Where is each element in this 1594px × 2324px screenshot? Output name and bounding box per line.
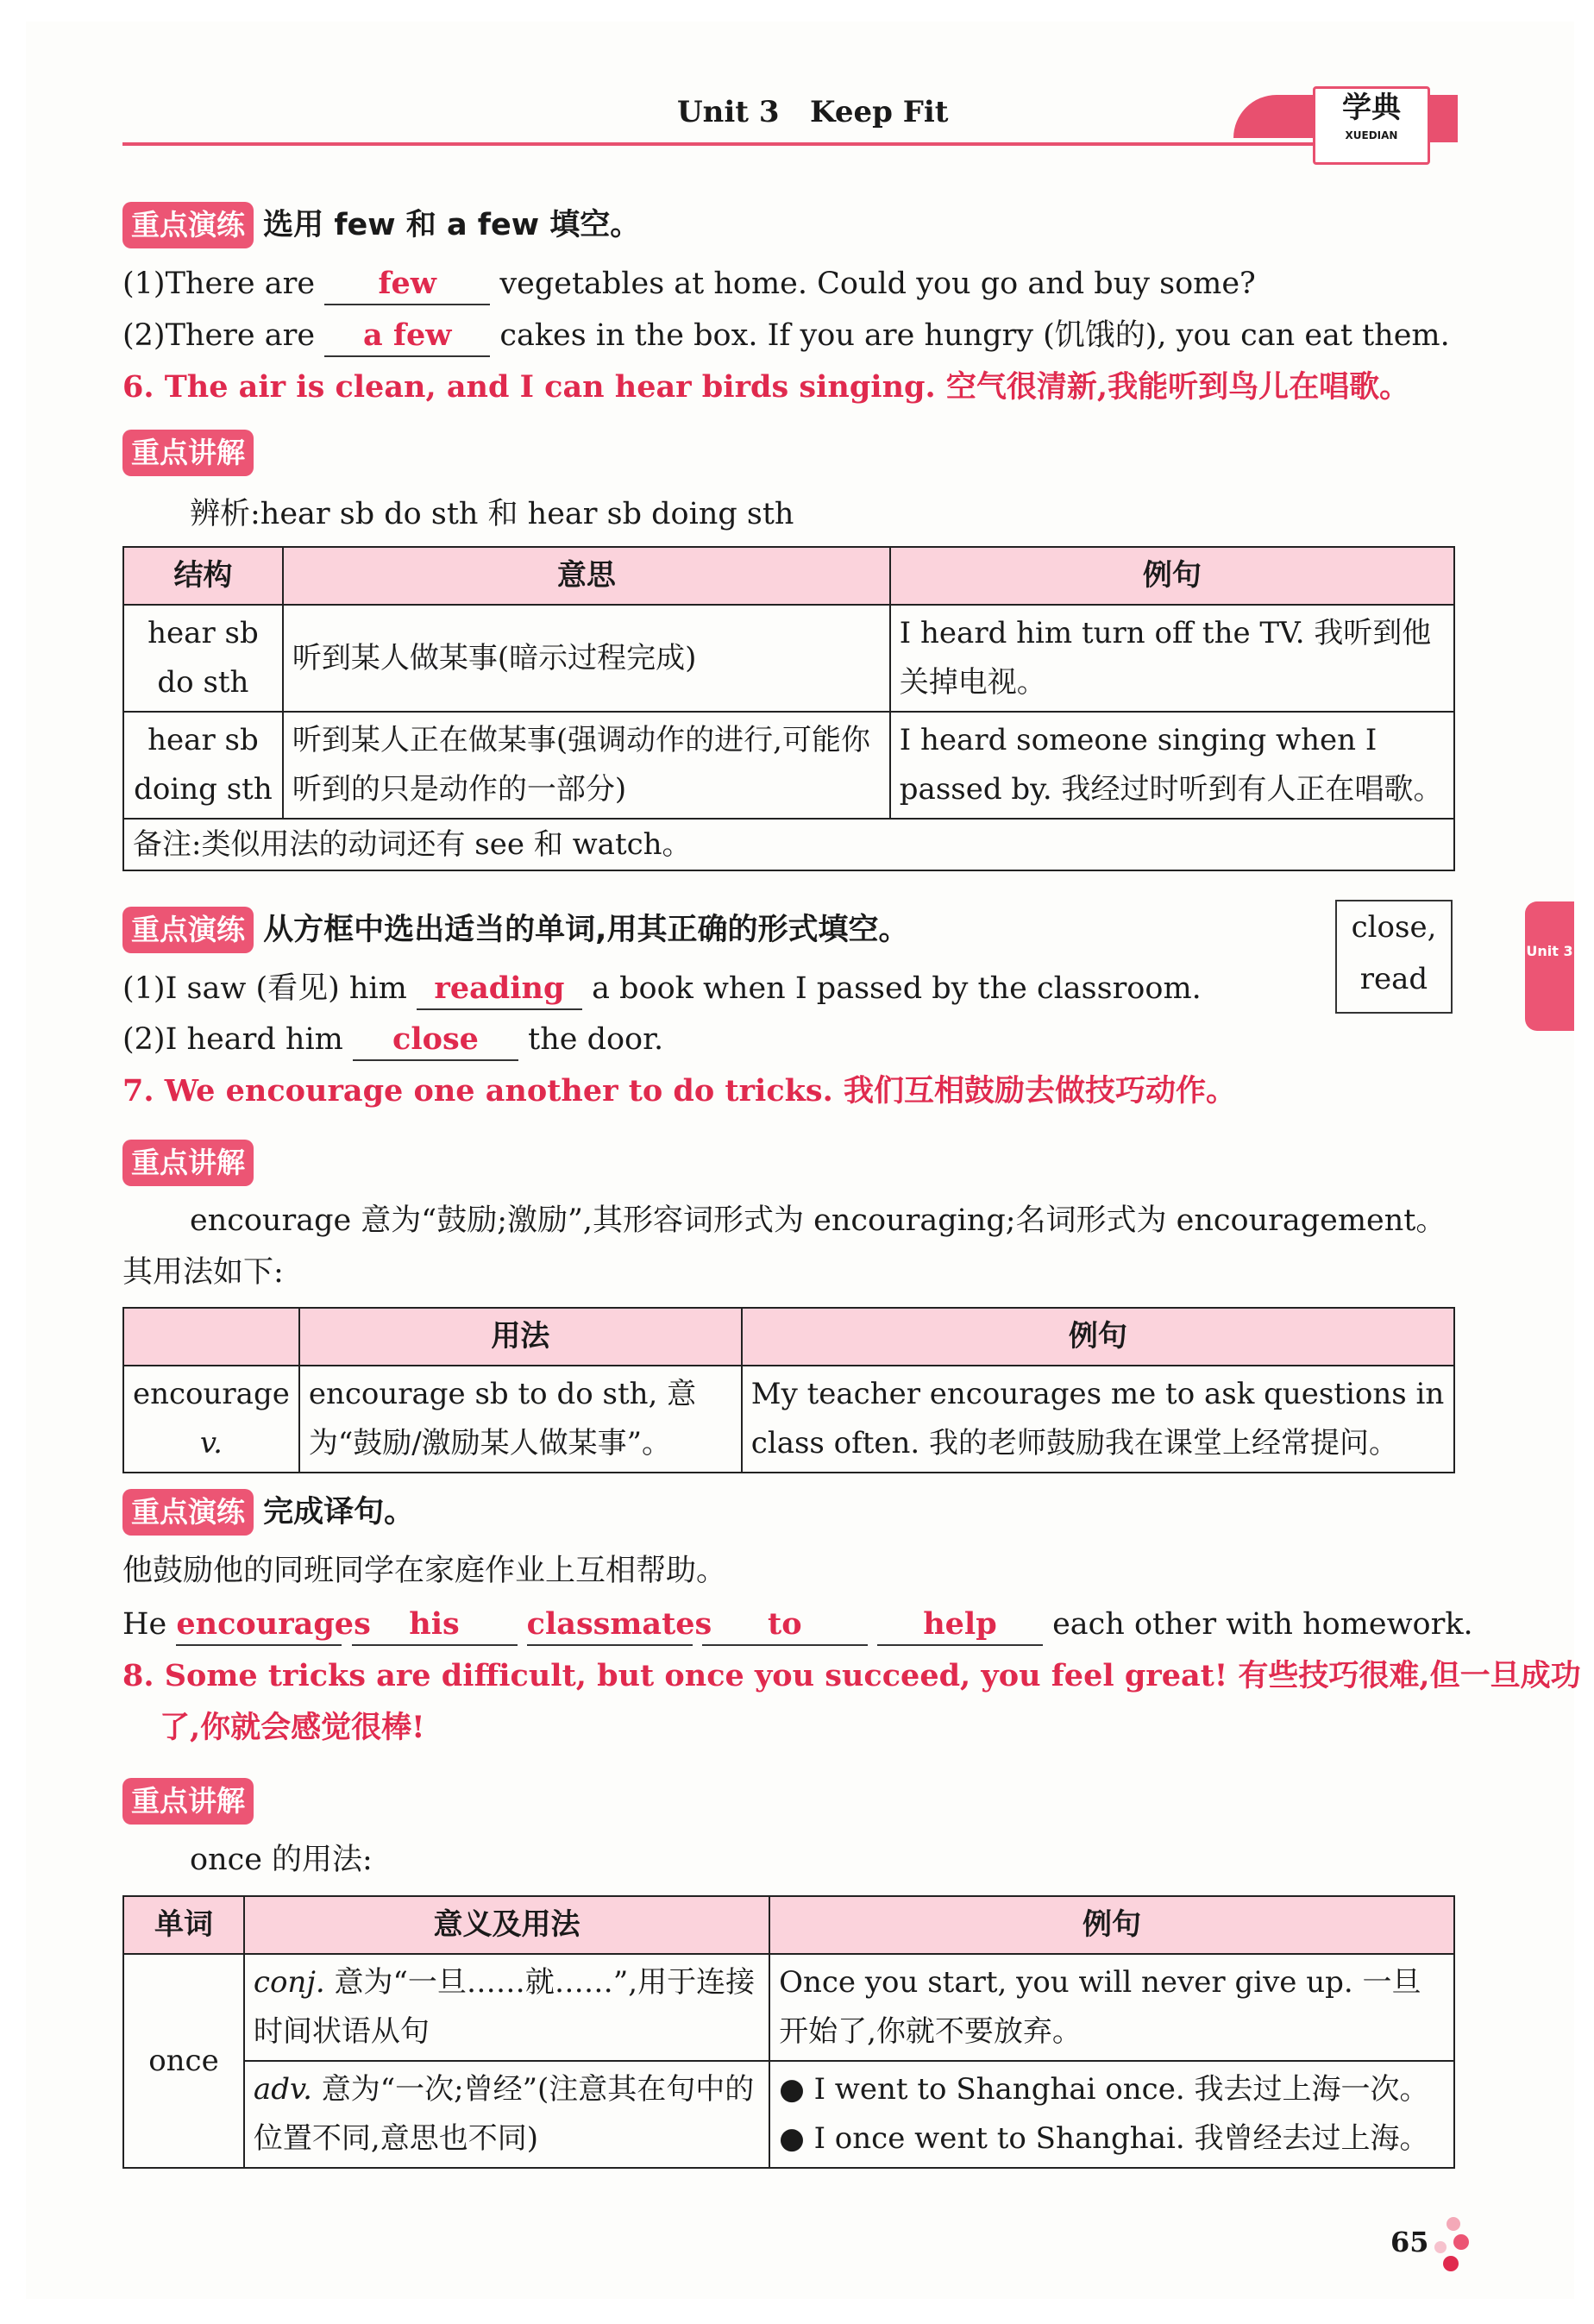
section-1-title (122, 201, 640, 249)
explanation-tag: 重点讲解 (122, 1140, 254, 1186)
section-2-intro: 辨析:hear sb do sth 和 hear sb doing sth (190, 497, 794, 531)
col-meaning: 意思 (283, 547, 890, 605)
example-cell: My teacher encourages me to ask questions in class often. 我的老师鼓励我在课堂上经常提问。 (742, 1366, 1454, 1473)
s1-q1-prefix: (1)There are (122, 267, 316, 301)
header-unit: Unit 3 (677, 95, 780, 129)
col-meaning-usage: 意义及用法 (244, 1896, 769, 1954)
word-cell: encourage v. (123, 1366, 299, 1473)
usage-cell: conj. 意为“一旦……就……”,用于连接时间状语从句 (244, 1954, 769, 2061)
once-table (122, 1895, 1455, 2169)
section-6-tag (122, 1777, 254, 1825)
s3-q1-answer[interactable]: reading (417, 969, 582, 1010)
s5-answer-2[interactable]: his (352, 1605, 518, 1646)
brand-cn: 学典 (1342, 91, 1401, 125)
col-example: 例句 (890, 547, 1454, 605)
col-blank (123, 1308, 299, 1366)
brand-en: XUEDIAN (1345, 129, 1398, 141)
s5-suffix: each other with homework. (1052, 1607, 1473, 1642)
structure-cell: hear sb doing sth (123, 712, 283, 819)
page (26, 22, 1581, 2299)
bullet-example: ● I went to Shanghai once. 我去过上海一次。 (779, 2072, 1429, 2107)
example-cell: Once you start, you will never give up. 一旦开始了,你就不要放弃。 (769, 1954, 1454, 2061)
note-cell: 备注:类似用法的动词还有 see 和 watch。 (123, 819, 1454, 870)
table-header-row (123, 1308, 1454, 1366)
s5-answer-1[interactable]: encourages (176, 1605, 342, 1646)
s1-q2-answer[interactable]: a few (324, 316, 490, 357)
brand-bar (1428, 95, 1458, 142)
col-structure: 结构 (123, 547, 283, 605)
section-2-tag (122, 429, 254, 477)
example-cell: I heard him turn off the TV. 我听到他关掉电视。 (890, 605, 1454, 712)
table-row (123, 1954, 1454, 2061)
unit-side-tab[interactable] (1525, 901, 1574, 1031)
s3-q1-suffix: a book when I passed by the classroom. (592, 971, 1202, 1006)
s3-q2-answer[interactable]: close (353, 1020, 518, 1061)
page-number-dots (1428, 2217, 1479, 2277)
section-4-intro-1: encourage 意为“鼓励;激励”,其形容词形式为 encouraging;名词形式为 encouragement。 (190, 1203, 1447, 1238)
practice-tag: 重点演练 (122, 907, 254, 953)
practice-tag: 重点演练 (122, 202, 254, 248)
example-cell (769, 2061, 1454, 2168)
explanation-tag: 重点讲解 (122, 1778, 254, 1825)
table-row (123, 712, 1454, 819)
structure-cell: hear sb do sth (123, 605, 283, 712)
word-box-item: close, (1351, 910, 1437, 945)
s1-question-1 (122, 260, 1256, 308)
word-cell: once (123, 1954, 244, 2168)
encourage-table (122, 1307, 1455, 1473)
bullet-icon: ● (779, 2121, 805, 2156)
section-4-tag (122, 1139, 254, 1187)
bullet-icon: ● (779, 2072, 805, 2107)
point-8-heading-line-1: 8. Some tricks are difficult, but once you succeed, you feel great! 有些技巧很难,但一旦成功 (122, 1658, 1581, 1693)
practice-tag: 重点演练 (122, 1489, 254, 1536)
s3-q1-prefix: (1)I saw (看见) him (122, 971, 407, 1006)
col-usage: 用法 (299, 1308, 742, 1366)
s5-prefix: He (122, 1607, 167, 1642)
table-note-row (123, 819, 1454, 870)
meaning-cell: 听到某人正在做某事(强调动作的进行,可能你听到的只是动作的一部分) (283, 712, 890, 819)
s5-translation (122, 1600, 1473, 1649)
usage-cell: adv. 意为“一次;曾经”(注意其在句中的位置不同,意思也不同) (244, 2061, 769, 2168)
s1-q2-prefix: (2)There are (122, 318, 316, 353)
section-3-instruction: 从方框中选出适当的单词,用其正确的形式填空。 (263, 913, 909, 947)
section-6-intro: once 的用法: (190, 1843, 373, 1877)
s5-answer-3[interactable]: classmates (527, 1605, 693, 1646)
word-box-item: read (1359, 962, 1428, 996)
s3-question-2 (122, 1015, 663, 1064)
page-number: 65 (1390, 2226, 1429, 2258)
s1-q2-suffix: cakes in the box. If you are hungry (饥饿的), you can eat them. (499, 318, 1450, 353)
s1-question-2 (122, 311, 1450, 360)
col-word: 单词 (123, 1896, 244, 1954)
point-6-heading: 6. The air is clean, and I can hear birds singing. 空气很清新,我能听到鸟儿在唱歌。 (122, 369, 1410, 405)
section-3-title (122, 906, 908, 954)
bullet-example: ● I once went to Shanghai. 我曾经去过上海。 (779, 2121, 1429, 2156)
s3-q2-suffix: the door. (528, 1022, 664, 1057)
point-7-heading: 7. We encourage one another to do tricks. 我们互相鼓励去做技巧动作。 (122, 1073, 1236, 1109)
table-row (123, 605, 1454, 712)
header-rule (122, 142, 1339, 146)
s5-answer-4[interactable]: to (702, 1605, 868, 1646)
running-header (677, 95, 948, 129)
col-example: 例句 (742, 1308, 1454, 1366)
table-row (123, 1366, 1454, 1473)
table-header-row (123, 1896, 1454, 1954)
side-tab-label: Unit 3 (1526, 943, 1573, 959)
point-8-heading-line-2: 了,你就会感觉很棒! (160, 1710, 425, 1745)
hear-sb-table (122, 546, 1455, 871)
header-title: Keep Fit (810, 95, 949, 129)
section-1-instruction: 选用 few 和 a few 填空。 (263, 208, 641, 242)
meaning-cell: 听到某人做某事(暗示过程完成) (283, 605, 890, 712)
section-4-intro-2: 其用法如下: (122, 1255, 284, 1290)
section-5-instruction: 完成译句。 (263, 1495, 415, 1529)
example-cell: I heard someone singing when I passed by. 我经过时听到有人正在唱歌。 (890, 712, 1454, 819)
table-header-row (123, 547, 1454, 605)
brand-logo (1313, 86, 1430, 165)
s1-q1-answer[interactable]: few (324, 264, 490, 305)
col-example: 例句 (769, 1896, 1454, 1954)
s3-question-1 (122, 964, 1202, 1013)
table-row (123, 2061, 1454, 2168)
explanation-tag: 重点讲解 (122, 430, 254, 476)
s5-chinese-sentence: 他鼓励他的同班同学在家庭作业上互相帮助。 (122, 1554, 727, 1588)
s5-answer-5[interactable]: help (877, 1605, 1043, 1646)
s1-q1-suffix: vegetables at home. Could you go and buy some? (499, 267, 1256, 301)
word-box (1335, 900, 1453, 1014)
s3-q2-prefix: (2)I heard him (122, 1022, 343, 1057)
usage-cell: encourage sb to do sth, 意为“鼓励/激励某人做某事”。 (299, 1366, 742, 1473)
section-5-title (122, 1488, 414, 1536)
